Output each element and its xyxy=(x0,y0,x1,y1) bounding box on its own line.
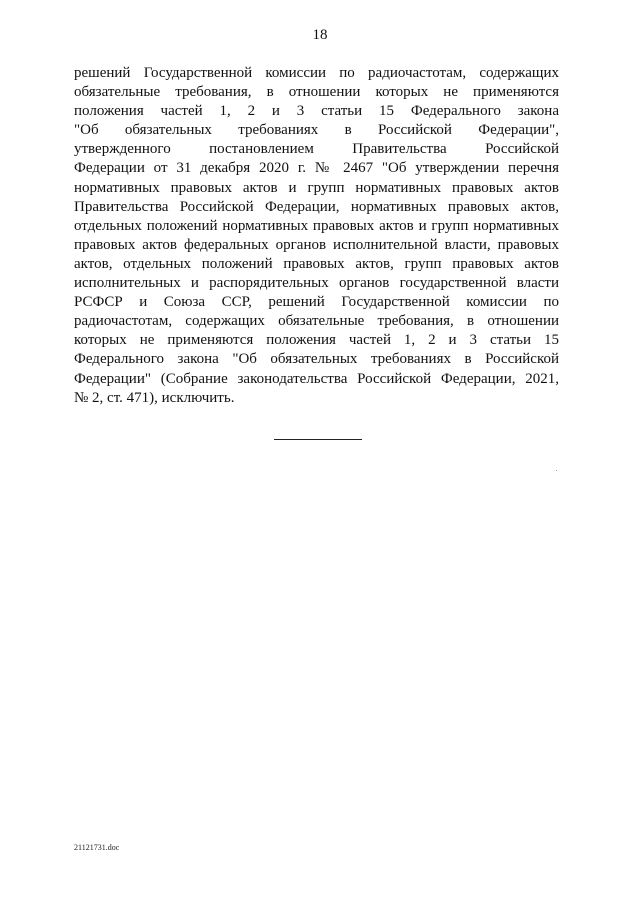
text-line: Федерального закона "Об обязательных требованиях в Российской xyxy=(74,351,559,368)
text-line: утвержденного постановлением Правительства Российской xyxy=(74,141,559,158)
text-line: Федерации от 31 декабря 2020 г. № 2467 "Об утверждении перечня xyxy=(74,160,559,177)
text-line: Федерации" (Собрание законодательства Российской Федерации, 2021, xyxy=(74,370,559,387)
footer-filename: 21121731.doc xyxy=(74,843,120,852)
text-line: отдельных положений нормативных правовых актов и групп нормативных xyxy=(74,217,559,234)
text-line: "Об обязательных требованиях в Российской Федерации", xyxy=(74,122,559,139)
text-line: которых не применяются положения частей 1, 2 и 3 статьи 15 xyxy=(74,332,559,349)
body-paragraph xyxy=(74,64,559,408)
separator-line xyxy=(274,439,362,440)
text-line: положения частей 1, 2 и 3 статьи 15 Федерального закона xyxy=(74,103,559,120)
page-number: 18 xyxy=(312,27,328,43)
scan-speck xyxy=(556,470,557,471)
text-line: нормативных правовых актов и групп нормативных правовых актов xyxy=(74,179,559,196)
text-line: правовых актов федеральных органов исполнительной власти, правовых xyxy=(74,236,559,253)
text-line: актов, отдельных положений правовых актов, групп правовых актов xyxy=(74,255,559,272)
text-line: решений Государственной комиссии по радиочастотам, содержащих xyxy=(74,65,559,81)
text-line: РСФСР и Союза ССР, решений Государственной комиссии по xyxy=(74,294,559,311)
text-line: обязательные требования, в отношении которых не применяются xyxy=(74,84,559,101)
text-line: исполнительных и распорядительных органов государственной власти xyxy=(74,275,559,292)
text-line-last: № 2, ст. 471), исключить. xyxy=(74,389,235,406)
text-line: Правительства Российской Федерации, нормативных правовых актов, xyxy=(74,198,559,215)
text-line: радиочастотам, содержащих обязательные требования, в отношении xyxy=(74,313,559,330)
